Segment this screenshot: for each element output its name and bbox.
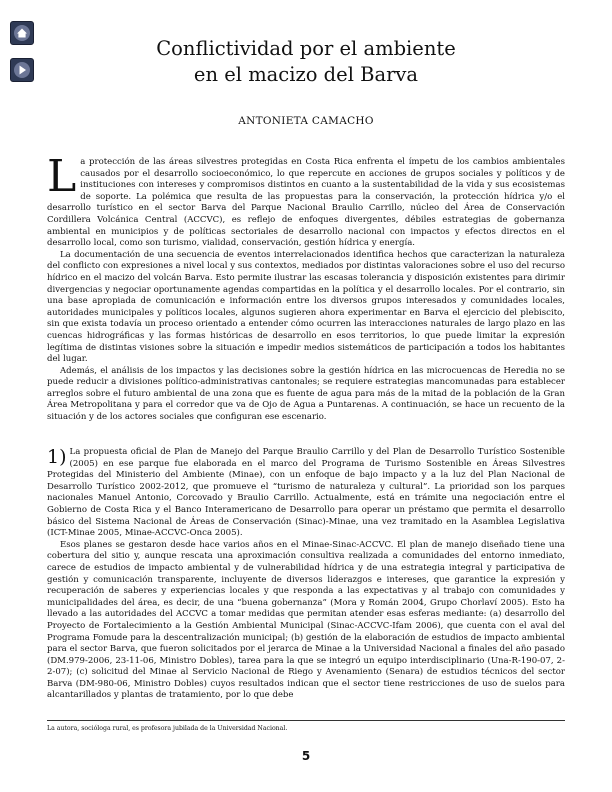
section-1-paragraph-1: 1) La propuesta oficial de Plan de Manejo del Parque Braulio Carrillo y del Plan de Desarrollo Turístico Sostenible (2005) en ese parque fue elaborada en el marco del Programa de Turismo Sostenible en Áreas Silvestres Protegidas del Ministerio del Ambiente (Minae), con un enfoque de bajo impacto y a la luz del Plan Nacional de Desarrollo Turístico 2002-2012, que promueve el “turismo de naturaleza y cultural”. La prioridad son los parques nacionales Manuel Antonio, Corcovado y Braulio Carrillo. Actualmente, está en trámite una negociación entre el Gobierno de Costa Rica y el Banco Interamericano de Desarrollo para operar un préstamo que permita el desarrollo básico del Sistema Nacional de Áreas de Conservación (Sinac)-Minae, una vez tramitado en la Asamblea Legislativa (ICT-Minae 2005, Minae-ACCVC-Onca 2005).: [47, 446, 565, 539]
page-number: 5: [301, 749, 311, 763]
section-1-paragraph-2: Esos planes se gestaron desde hace varios años en el Minae-Sinac-ACCVC. El plan de manejo diseñado tiene una cobertura del sitio y, aunque rescata una aproximación consultiva realizada a comunidades del entorno inmediato, carece de estudios de impacto ambiental y de vulnerabilidad hídrica y de una estrategia integral y participativa de gestión y comunicación transparente, incluyente de diversos liderazgos e intereses, que garantice la expresión y recuperación de saberes y experiencias locales y que responda a las expectativas y al trabajo con comunidades y municipalidades del área, es decir, de una “buena gobernanza” (Mora y Román 2004, Grupo Chorlaví 2005). Esto ha llevado a las autoridades del ACCVC a tomar medidas que permitan atender esas esferas mediante: (a) desarrollo del Proyecto de Fortalecimiento a la Gestión Ambiental Municipal (Sinac-ACCVC-Ifam 2006), que cuenta con el aval del Programa Fomude para la descentralización municipal; (b) gestión de la elaboración de estudios de impacto ambiental para el sector Barva, que fueron solicitados por el jerarca de Minae a la Universidad Nacional a finales del año pasado (DM.979-2006, 23-11-06, Ministro Dobles), tarea para la que se integró un equipo interdisciplinario (Una-R-190-07, 2-2-07); (c) solicitud del Minae al Servicio Nacional de Riego y Avenamiento (Senara) de estudios técnicos del sector Barva (DM-980-06, Ministro Dobles) cuyos resultados indican que el sector tiene restricciones de uso de suelos para alcantarillados y plantas de tratamiento, por lo que debe: [47, 539, 565, 701]
author-name: ANTONIETA CAMACHO: [238, 115, 374, 127]
title-line-2: en el macizo del Barva: [193, 63, 419, 86]
drop-cap: L: [47, 151, 77, 202]
footnote: La autora, socióloga rural, es profesora jubilada de la Universidad Nacional.: [47, 725, 288, 732]
intro-paragraph-2: La documentación de una secuencia de eventos interrelacionados identifica hechos que caracterizan la naturaleza del conflicto con expresiones a nivel local y sus contextos, mediados por distintas valoraciones sobre el uso del recurso hídrico en el macizo del volcán Barva. Esto permite ilustrar las escasas tolerancia y disposición existentes para dirimir divergencias y negociar oportunamente agendas compartidas en la política y el desarrollo locales. Por el contrario, sin una base apropiada de comunicación e información entre los diversos grupos interesados y comunidades locales, autoridades municipales y políticos locales, algunos sugieren ahora experimentar en Barva el ejercicio del plebiscito, sin que exista todavía un proceso orientado a entender cómo ocurren las interacciones naturales de largo plazo en las cuencas hidrográficas y las formas históricas de desarrollo en esos territorios, lo que puede limitar la expresión legítima de distintas visiones sobre la situación e impedir medios sistemáticos de participación a todos los habitantes del lugar.: [47, 249, 565, 365]
intro-paragraph-3: Además, el análisis de los impactos y las decisiones sobre la gestión hídrica en las microcuencas de Heredia no se puede reducir a divisiones político-administrativas cantonales; se requiere estrategias mancomunadas para establecer arreglos sobre el futuro ambiental de una zona que es fuente de agua para más de la mitad de la población de la Gran Área Metropolitana y para el corredor que va de Ojo de Agua a Puntarenas. A continuación, se hace un recuento de la situación y de los actores sociales que configuran ese escenario.: [47, 365, 565, 423]
section-number: 1): [47, 446, 67, 468]
article-title: [0, 36, 612, 88]
intro-section: [47, 151, 565, 424]
footnote-divider: [47, 720, 565, 721]
section-1: [47, 447, 565, 702]
intro-paragraph-1: La protección de las áreas silvestres protegidas en Costa Rica enfrenta el ímpetu de los cambios ambientales causados por el desarrollo socioeconómico, lo que repercute en acciones de grupos sociales y políticos y de instituciones con intereses y compromisos distintos en cuanto a la sustentabilidad de la vida y sus ecosistemas de soporte. La polémica que resulta de las propuestas para la conservación, la protección hídrica y/o el desarrollo turístico en el sector Barva del Parque Nacional Braulio Carrillo, núcleo del Área de Conservación Cordillera Volcánica Central (ACCVC), es reflejo de enfoques divergentes, débiles estrategias de gobernanza ambiental en municipios y de políticas sectoriales de desarrollo nacional con impactos y efectos directos en el desarrollo local, como son turismo, vialidad, conservación, gestión hídrica y energía.: [47, 151, 565, 249]
title-line-1: Conflictividad por el ambiente: [156, 37, 456, 60]
